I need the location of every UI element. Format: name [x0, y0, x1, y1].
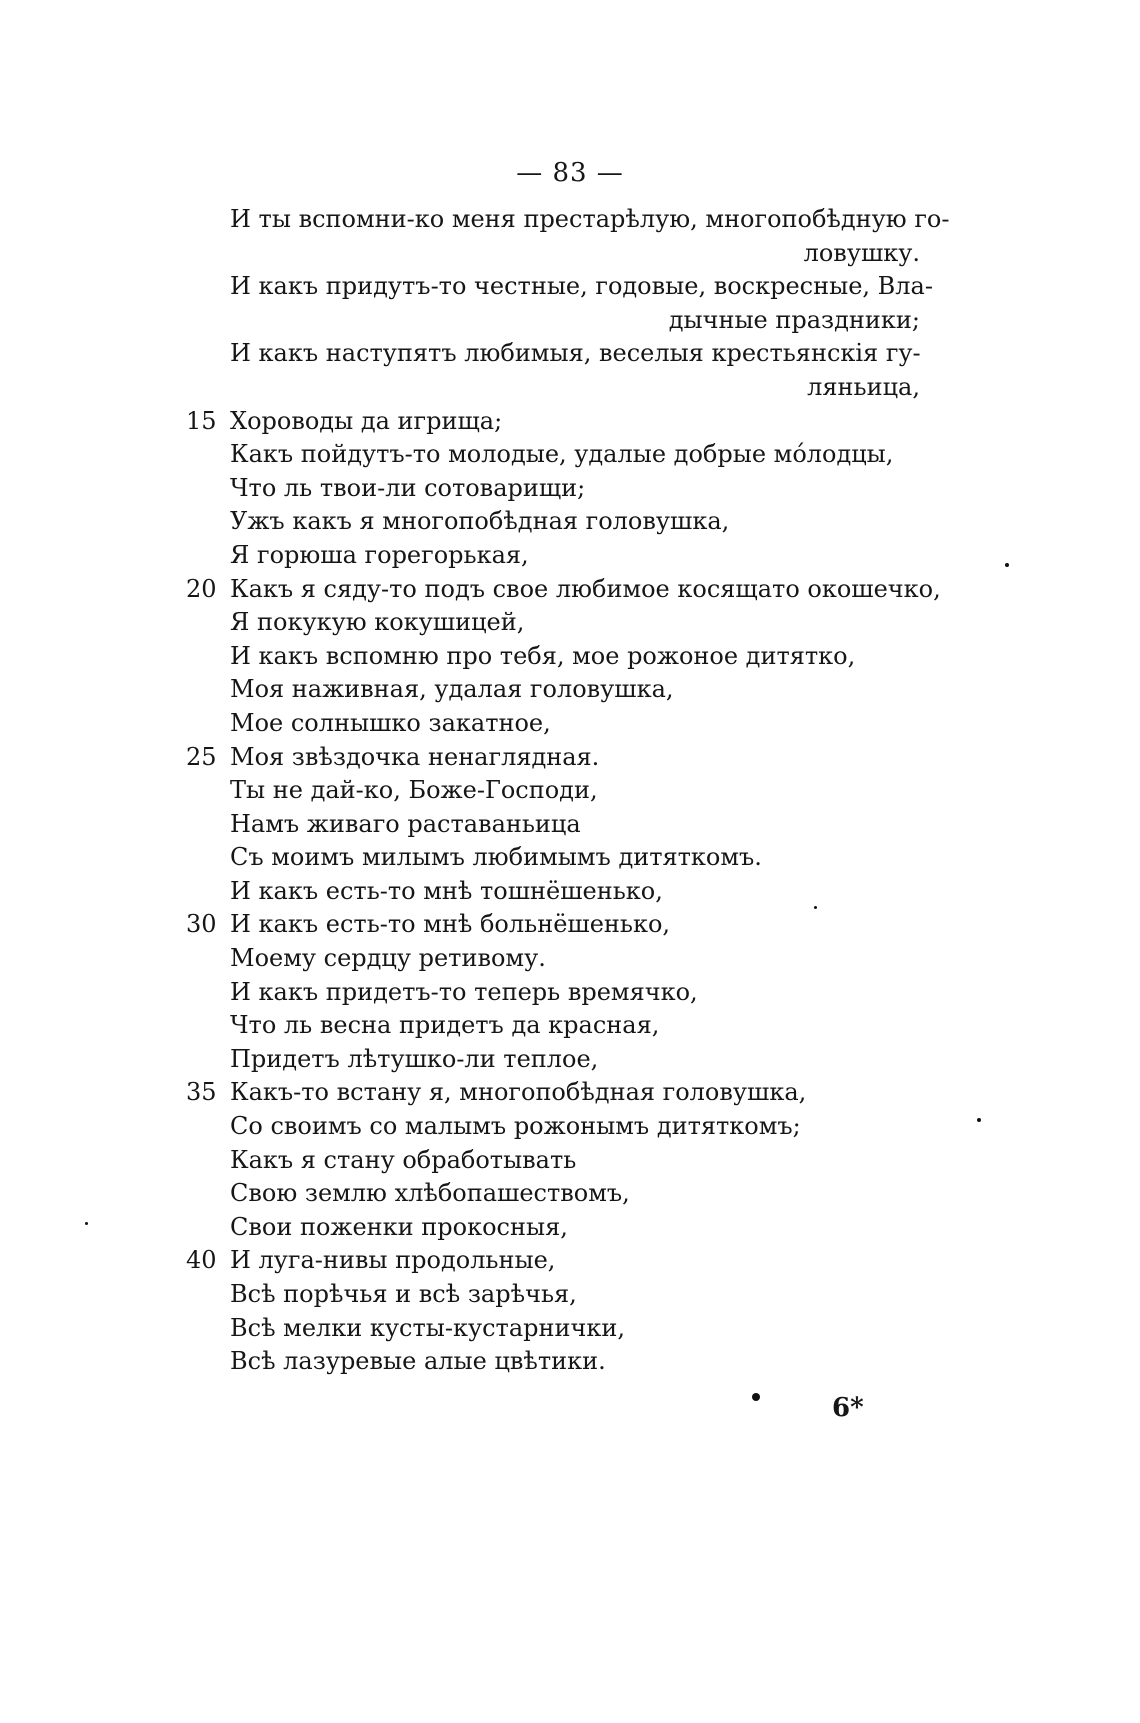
verse-line-text: Всѣ лазуревые алые цвѣтики.: [230, 1347, 606, 1376]
verse-line-text: Свою землю хлѣбопашествомъ,: [230, 1179, 630, 1208]
verse-line: [0, 405, 1140, 439]
verse-line: [0, 337, 1140, 371]
verse-line: [0, 1244, 1140, 1278]
line-number: 40: [186, 1246, 217, 1275]
verse-line: [0, 741, 1140, 775]
verse-line-text: Ты не дай-ко, Боже-Господи,: [230, 776, 598, 805]
verse-line-text: И какъ есть-то мнѣ тошнёшенько,: [230, 876, 663, 905]
verse-line-text: Какъ-то встану я, многопобѣдная головушка,: [230, 1078, 807, 1107]
verse-line: [0, 573, 1140, 607]
verse-line-text: ловушку.: [803, 238, 920, 267]
verse-line: [0, 371, 1140, 405]
verse-line-text: Моему сердцу ретивому.: [230, 944, 546, 973]
verse-line-text: Какъ пойдутъ-то молодые, удалые добрые мо́лодцы,: [230, 440, 894, 469]
verse-line: [0, 505, 1140, 539]
verse-line: [0, 606, 1140, 640]
verse-line-text: Что ль весна придетъ да красная,: [230, 1011, 660, 1040]
scan-speck: [752, 1393, 760, 1401]
verse-line-text: Моя звѣздочка ненаглядная.: [230, 742, 600, 771]
scan-speck: [977, 1118, 981, 1122]
verse-line-text: Мое солнышко закатное,: [230, 708, 551, 737]
verse-line: [0, 673, 1140, 707]
verse-line: [0, 1144, 1140, 1178]
verse-line: [0, 1278, 1140, 1312]
verse-line-text: Хороводы да игрища;: [230, 406, 503, 435]
verse-line: [0, 1211, 1140, 1245]
verse-line: [0, 270, 1140, 304]
verse-line: [0, 1312, 1140, 1346]
verse-line-text: Всѣ порѣчья и всѣ зарѣчья,: [230, 1280, 577, 1308]
printer-signature-mark: 6*: [832, 1393, 864, 1423]
verse-line: [0, 908, 1140, 942]
line-number: 15: [186, 406, 217, 435]
verse-line: [0, 841, 1140, 875]
verse-line-text: И какъ наступятъ любимыя, веселыя крестьянскія гу-: [230, 339, 921, 368]
verse-line: [0, 1076, 1140, 1110]
verse-line-text: Я горюша горегорькая,: [230, 540, 529, 569]
verse-line: [0, 774, 1140, 808]
line-number: 30: [186, 910, 217, 939]
verse-line-text: Что ль твои-ли сотоварищи;: [230, 473, 586, 502]
verse-text: [0, 203, 1140, 1379]
verse-line: [0, 640, 1140, 674]
verse-line: [0, 237, 1140, 271]
verse-line-text: Придетъ лѣтушко-ли теплое,: [230, 1044, 599, 1073]
verse-line: [0, 438, 1140, 472]
verse-line-text: Свои поженки прокосныя,: [230, 1212, 568, 1241]
verse-line: [0, 1345, 1140, 1379]
line-number: 35: [186, 1078, 217, 1107]
verse-line: [0, 976, 1140, 1010]
verse-line-text: Съ моимъ милымъ любимымъ дитяткомъ.: [230, 843, 762, 872]
scan-speck: [1005, 563, 1009, 567]
verse-line: [0, 942, 1140, 976]
scan-speck: [814, 906, 817, 909]
verse-line-text: Какъ я стану обработывать: [230, 1145, 577, 1174]
verse-line: [0, 875, 1140, 909]
verse-line: [0, 472, 1140, 506]
verse-line-text: Со своимъ со малымъ рожонымъ дитяткомъ;: [230, 1112, 801, 1141]
verse-line: [0, 1177, 1140, 1211]
verse-line-text: Какъ я сяду-то подъ свое любимое косящато окошечко,: [230, 574, 941, 603]
verse-line-text: Я покукую кокушицей,: [230, 608, 525, 637]
verse-line: [0, 808, 1140, 842]
verse-line-text: И какъ есть-то мнѣ больнёшенько,: [230, 910, 671, 939]
verse-line: [0, 1009, 1140, 1043]
verse-line-text: дычные праздники;: [668, 305, 920, 334]
verse-line-text: И какъ придетъ-то теперь времячко,: [230, 977, 698, 1006]
verse-line-text: Моя наживная, удалая головушка,: [230, 675, 674, 704]
verse-line-text: И какъ придутъ-то честные, годовые, воскресные, Вла-: [230, 272, 933, 301]
line-number: 20: [186, 574, 217, 603]
verse-line: [0, 1043, 1140, 1077]
verse-line-text: Всѣ мелки кусты-кустарнички,: [230, 1313, 625, 1342]
verse-line-text: И луга-нивы продольные,: [230, 1246, 556, 1275]
line-number: 25: [186, 742, 217, 771]
verse-line-text: Ужъ какъ я многопобѣдная головушка,: [230, 507, 730, 536]
verse-line-text: И какъ вспомню про тебя, мое рожоное дитятко,: [230, 641, 856, 670]
verse-line: [0, 539, 1140, 573]
page-number: — 83 —: [516, 158, 624, 188]
verse-line: [0, 1110, 1140, 1144]
verse-line-text: Намъ живаго раставаньица: [230, 809, 581, 838]
verse-line: [0, 203, 1140, 237]
verse-line-text: ляньица,: [807, 372, 920, 401]
scan-speck: [85, 1222, 88, 1225]
verse-line-text: И ты вспомни-ко меня престарѣлую, многопобѣдную го-: [230, 205, 950, 233]
verse-line: [0, 304, 1140, 338]
verse-line: [0, 707, 1140, 741]
